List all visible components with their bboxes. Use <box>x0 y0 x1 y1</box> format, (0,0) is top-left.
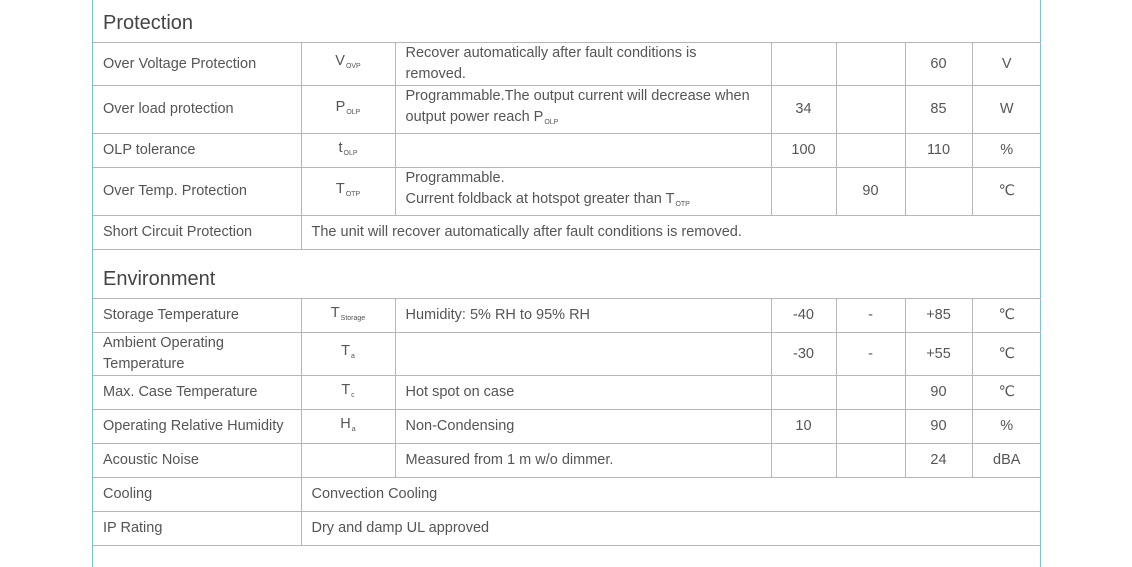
unit-cell: % <box>972 410 1041 444</box>
description-cell: Humidity: 5% RH to 95% RH <box>395 299 771 333</box>
unit-cell: V <box>972 43 1041 86</box>
description-cell: Convection Cooling <box>301 478 1041 512</box>
param-label: Operating Relative Humidity <box>93 410 301 444</box>
description-cell: Programmable. Current foldback at hotspot greater than $T_{OTP}$ <box>395 168 771 216</box>
table-row <box>93 512 1041 546</box>
param-label: Over load protection <box>93 86 301 134</box>
table-row <box>93 333 1041 376</box>
description-cell: The unit will recover automatically after fault conditions is removed. <box>301 216 1041 250</box>
symbol-cell: $T_{OTP}$ <box>301 168 395 216</box>
min-cell <box>771 444 836 478</box>
unit-cell: W <box>972 86 1041 134</box>
table-row <box>93 86 1041 134</box>
max-cell: 60 <box>905 43 972 86</box>
datasheet-page <box>92 0 1041 567</box>
max-cell <box>905 168 972 216</box>
environment-table <box>93 298 1041 546</box>
unit-cell: ℃ <box>972 333 1041 376</box>
typ-cell <box>836 86 905 134</box>
unit-cell: dBA <box>972 444 1041 478</box>
param-label: Cooling <box>93 478 301 512</box>
protection-table <box>93 42 1041 250</box>
symbol-cell: $T_c$ <box>301 376 395 410</box>
table-row <box>93 43 1041 86</box>
description-cell: Recover automatically after fault conditions is removed. <box>395 43 771 86</box>
symbol-cell <box>301 444 395 478</box>
table-row <box>93 216 1041 250</box>
param-label: Short Circuit Protection <box>93 216 301 250</box>
description-cell <box>395 333 771 376</box>
param-label: Over Voltage Protection <box>93 43 301 86</box>
symbol-cell: $V_{OVP}$ <box>301 43 395 86</box>
description-cell: Hot spot on case <box>395 376 771 410</box>
min-cell: 34 <box>771 86 836 134</box>
table-row <box>93 444 1041 478</box>
max-cell: +55 <box>905 333 972 376</box>
min-cell <box>771 168 836 216</box>
symbol-cell: $T_{Storage}$ <box>301 299 395 333</box>
param-label: Acoustic Noise <box>93 444 301 478</box>
symbol-cell: $H_a$ <box>301 410 395 444</box>
typ-cell <box>836 444 905 478</box>
table-row <box>93 376 1041 410</box>
param-label: IP Rating <box>93 512 301 546</box>
table-row <box>93 410 1041 444</box>
description-cell: Dry and damp UL approved <box>301 512 1041 546</box>
description-cell: Non-Condensing <box>395 410 771 444</box>
environment-section-title: Environment <box>103 268 216 290</box>
symbol-cell: $T_a$ <box>301 333 395 376</box>
param-label: Storage Temperature <box>93 299 301 333</box>
description-cell <box>395 134 771 168</box>
param-label: OLP tolerance <box>93 134 301 168</box>
table-row <box>93 478 1041 512</box>
table-row <box>93 299 1041 333</box>
max-cell: +85 <box>905 299 972 333</box>
max-cell: 90 <box>905 376 972 410</box>
typ-cell <box>836 410 905 444</box>
table-row <box>93 134 1041 168</box>
typ-cell: - <box>836 333 905 376</box>
protection-section-title: Protection <box>103 12 194 34</box>
symbol-cell: $P_{OLP}$ <box>301 86 395 134</box>
typ-cell: - <box>836 299 905 333</box>
min-cell: -30 <box>771 333 836 376</box>
typ-cell: 90 <box>836 168 905 216</box>
unit-cell: ℃ <box>972 299 1041 333</box>
max-cell: 85 <box>905 86 972 134</box>
max-cell: 90 <box>905 410 972 444</box>
unit-cell: % <box>972 134 1041 168</box>
description-cell: Measured from 1 m w/o dimmer. <box>395 444 771 478</box>
param-label: Ambient Operating Temperature <box>93 333 301 376</box>
min-cell: -40 <box>771 299 836 333</box>
min-cell <box>771 43 836 86</box>
min-cell <box>771 376 836 410</box>
unit-cell: ℃ <box>972 376 1041 410</box>
typ-cell <box>836 376 905 410</box>
param-label: Over Temp. Protection <box>93 168 301 216</box>
min-cell: 100 <box>771 134 836 168</box>
table-row <box>93 168 1041 216</box>
typ-cell <box>836 43 905 86</box>
max-cell: 110 <box>905 134 972 168</box>
max-cell: 24 <box>905 444 972 478</box>
description-cell: Programmable.The output current will decrease when output power reach $P_{OLP}$ <box>395 86 771 134</box>
symbol-cell: $t_{OLP}$ <box>301 134 395 168</box>
unit-cell: ℃ <box>972 168 1041 216</box>
param-label: Max. Case Temperature <box>93 376 301 410</box>
min-cell: 10 <box>771 410 836 444</box>
typ-cell <box>836 134 905 168</box>
